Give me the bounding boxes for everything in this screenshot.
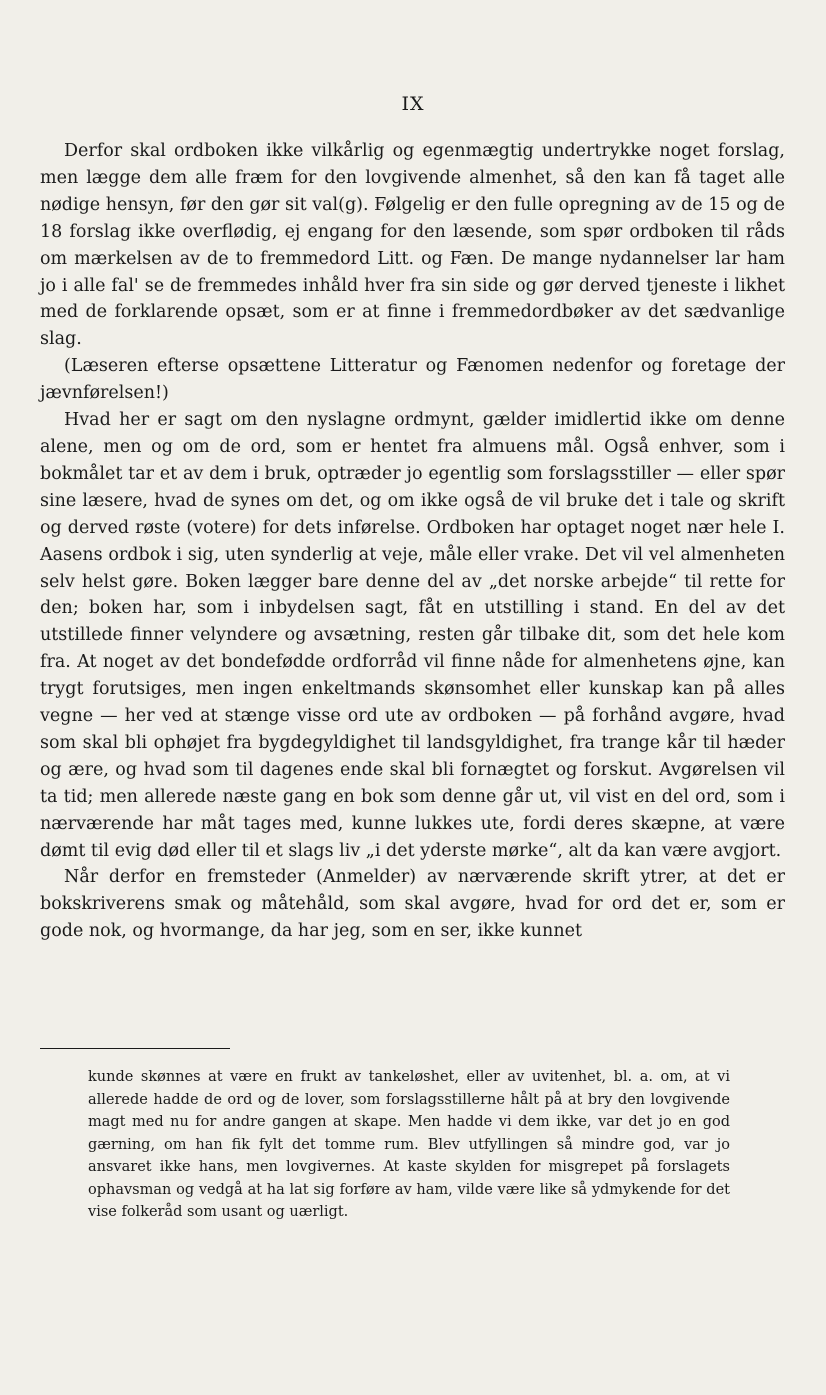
paragraph: Hvad her er sagt om den nyslagne ordmynt, gælder imidlertid ikke om denne alene, men og om de ord, som er hentet fra almuens mål. Også enhver, som i bokmålet tar et av dem i bruk, optræder jo egentlig som forslagsstiller — eller spør sine læsere, hvad de synes om det, og om ikke også de vil bruke det i tale og skrift og derved røste (votere) for dets inførelse. Ordboken har optaget noget nær hele I. Aasens ordbok i sig, uten synderlig at veje, måle eller vrake. Det vil vel almenheten selv helst gøre. Boken lægger bare denne del av „det norske arbejde“ til rette for den; boken har, som i inbydelsen sagt, fåt en utstilling i stand. En del av det utstillede finner velyndere og avsætning, resten går tilbake dit, som det hele kom fra. At noget av det bondefødde ordforråd vil finne nåde for almenhetens øjne, kan trygt forutsiges, men ingen enkeltmands skønsomhet eller kunskap kan på alles vegne — her ved at stænge visse ord ute av ordboken — på forhånd avgøre, hvad som skal bli ophøjet fra bygdegyldighet til landsgyldighet, fra trange kår til hæder og ære, og hvad som til dagenes ende skal bli fornægtet og forskut. Avgørelsen vil ta tid; men allerede næste gang en bok som denne går ut, vil vist en del ord, som i nærværende har måt tages med, kunne lukkes ute, fordi deres skæpne, at være dømt til evig død eller til et slags liv „i det yderste mørke“, alt da kan være avgjort. — [40, 410, 785, 861]
footnote — [88, 1066, 730, 1224]
paragraph: (Læseren efterse opsættene Litteratur og Fænomen nedenfor og foretage der jævnførelsen!) — [40, 356, 785, 404]
footnote-divider — [40, 1048, 230, 1049]
paragraph: Derfor skal ordboken ikke vilkårlig og egenmægtig undertrykke noget forslag, men lægge dem alle fræm for den lovgivende almenhet, så den kan få taget alle nødige hensyn, før den gør sit val(g). Følgelig er den fulle opregning av de 15 og de 18 forslag ikke overflødig, ej engang for den læsende, som spør ordboken til råds om mærkelsen av de to fremmedord Litt. og Fæn. De mange nydannelser lar ham jo i alle fal' se de fremmedes inhåld hver fra sin side og gør derved tjeneste i likhet med de forklarende opsæt, som er at finne i fremmedordbøker av det sædvanlige slag. — [40, 141, 785, 350]
page-number: IX — [401, 93, 425, 115]
footnote-text: kunde skønnes at være en frukt av tankeløshet, eller av uvitenhet, bl. a. om, at vi allerede hadde de ord og de lover, som forslagsstillerne hålt på at bry den lovgivende magt med nu for andre gangen at skape. Men hadde vi dem ikke, var det jo en god gærning, om han fik fylt det tomme rum. Blev utfyllingen så mindre god, var jo ansvaret ikke hans, men lovgivernes. At kaste skylden for misgrepet på forslagets ophavsman og vedgå at ha lat sig forføre av ham, vilde være like så ydmykende for det vise folkeråd som usant og uærligt. — [88, 1069, 730, 1220]
paragraph: Når derfor en fremsteder (Anmelder) av nærværende skrift ytrer, at det er bokskriverens smak og måtehåld, som skal avgøre, hvad for ord det er, som er gode nok, og hvormange, da har jeg, som en ser, ikke kunnet — [40, 867, 785, 942]
main-text — [40, 138, 785, 945]
